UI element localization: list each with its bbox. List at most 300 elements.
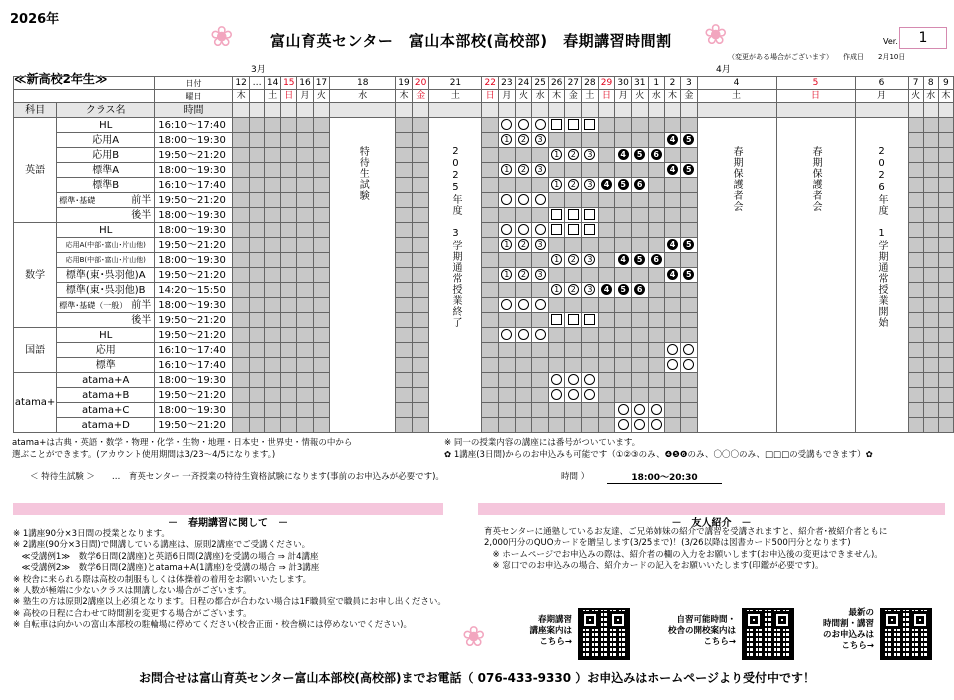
square-mark-icon (568, 119, 579, 130)
filled-number-mark: 6 (651, 149, 662, 160)
schedule-cell (482, 133, 499, 148)
header-cell (297, 103, 313, 118)
schedule-cell (232, 388, 249, 403)
date-cell: 19 (396, 77, 413, 90)
circle-mark-icon (584, 374, 595, 385)
schedule-cell (681, 403, 697, 418)
schedule-cell (582, 328, 599, 343)
date-cell: 30 (615, 77, 632, 90)
schedule-cell (250, 343, 265, 358)
dow-cell: 火 (908, 90, 923, 103)
schedule-cell (250, 298, 265, 313)
schedule-cell (265, 358, 281, 373)
schedule-cell (631, 178, 648, 193)
schedule-cell (250, 313, 265, 328)
schedule-cell (548, 343, 565, 358)
time-cell: 16:10～17:40 (155, 178, 233, 193)
schedule-cell (281, 163, 297, 178)
time-cell: 18:00～19:30 (155, 223, 233, 238)
schedule-cell (938, 283, 953, 298)
note-line: ※ 塾生の方は原則2講座以上必須となります。日程の都合が合わない場合は1F職員室で職員にお申し出ください。 (13, 597, 446, 608)
schedule-cell (664, 283, 680, 298)
schedule-cell (482, 328, 499, 343)
schedule-cell (598, 133, 615, 148)
schedule-cell (598, 283, 615, 298)
filled-number-mark: 5 (634, 254, 645, 265)
schedule-cell (938, 343, 953, 358)
schedule-cell (938, 193, 953, 208)
schedule-cell (664, 118, 680, 133)
circle-mark-icon (683, 359, 694, 370)
schedule-cell (482, 343, 499, 358)
schedule-cell (297, 388, 313, 403)
schedule-cell (482, 163, 499, 178)
header-cell (396, 103, 413, 118)
schedule-cell (515, 178, 532, 193)
schedule-cell (313, 193, 330, 208)
schedule-cell (281, 133, 297, 148)
schedule-cell (297, 178, 313, 193)
dow-cell: 火 (313, 90, 330, 103)
schedule-cell (598, 178, 615, 193)
schedule-cell (482, 418, 499, 433)
schedule-cell (297, 223, 313, 238)
schedule-cell (631, 283, 648, 298)
schedule-cell (232, 298, 249, 313)
numbered-circle-mark: 1 (501, 134, 512, 145)
schedule-cell (923, 388, 938, 403)
schedule-cell (681, 208, 697, 223)
schedule-cell (250, 358, 265, 373)
dow-cell: 土 (582, 90, 599, 103)
same-course-note: ※ 同一の授業内容の講座には番号がついています。 ✿ 1講座(3日間)からのお申込みも可能です（①②③のみ、❹❺❻のみ、〇〇〇のみ、□□□の受講もできます）✿ (444, 438, 873, 460)
qr-code-course-icon[interactable] (578, 608, 630, 660)
schedule-cell (908, 178, 923, 193)
schedule-cell (582, 193, 599, 208)
schedule-cell (499, 223, 516, 238)
note-line: ※ 窓口でのお申込みの場合、紹介カードの記入をお願いいたします(印鑑が必要です)。 (484, 561, 824, 572)
square-mark-icon (584, 209, 595, 220)
schedule-cell (938, 388, 953, 403)
schedule-cell (548, 358, 565, 373)
schedule-cell (313, 373, 330, 388)
schedule-cell (515, 358, 532, 373)
schedule-cell (499, 133, 516, 148)
schedule-cell (938, 268, 953, 283)
circle-mark-icon (667, 344, 678, 355)
schedule-cell (482, 253, 499, 268)
schedule-cell (532, 268, 549, 283)
date-cell: 23 (499, 77, 516, 90)
schedule-cell (664, 208, 680, 223)
schedule-cell (565, 328, 582, 343)
dow-cell: 月 (855, 90, 908, 103)
dow-cell: 日 (776, 90, 855, 103)
date-row-label: 日付 (155, 77, 233, 90)
schedule-cell (297, 193, 313, 208)
circle-mark-icon (518, 299, 529, 310)
schedule-cell (482, 118, 499, 133)
schedule-cell (908, 343, 923, 358)
numbered-circle-mark: 2 (518, 269, 529, 280)
circle-mark-icon (518, 329, 529, 340)
schedule-cell (532, 313, 549, 328)
schedule-cell (582, 403, 599, 418)
note-line: ※ 1講座90分×3日間の授業となります。 (13, 529, 170, 539)
header-cell (648, 103, 664, 118)
numbered-circle-mark: 1 (551, 254, 562, 265)
schedule-cell (265, 268, 281, 283)
schedule-cell (548, 328, 565, 343)
schedule-cell (908, 388, 923, 403)
schedule-cell (515, 328, 532, 343)
schedule-cell (598, 223, 615, 238)
schedule-cell (281, 388, 297, 403)
schedule-cell (515, 193, 532, 208)
schedule-cell (681, 418, 697, 433)
numbered-circle-mark: 2 (518, 134, 529, 145)
schedule-cell (313, 283, 330, 298)
schedule-cell (412, 343, 429, 358)
schedule-cell (631, 253, 648, 268)
subject-cell: 国語 (14, 328, 57, 373)
schedule-cell (582, 283, 599, 298)
schedule-cell (648, 208, 664, 223)
schedule-cell (482, 298, 499, 313)
schedule-cell (631, 208, 648, 223)
class-name-cell: 標準B (57, 178, 155, 193)
schedule-cell (598, 358, 615, 373)
schedule-cell (396, 208, 413, 223)
schedule-cell (250, 133, 265, 148)
schedule-cell (938, 148, 953, 163)
schedule-cell (938, 328, 953, 343)
subject-cell: atama+ (14, 373, 57, 433)
time-cell: 19:50～21:20 (155, 313, 233, 328)
header-cell (281, 103, 297, 118)
schedule-cell (499, 283, 516, 298)
schedule-cell (664, 223, 680, 238)
schedule-cell (598, 298, 615, 313)
schedule-cell (281, 223, 297, 238)
schedule-cell (532, 388, 549, 403)
column-time: 時間 (155, 103, 233, 118)
circle-mark-icon (667, 359, 678, 370)
schedule-cell (265, 163, 281, 178)
class-name-cell: 標準 (57, 358, 155, 373)
table-row (14, 118, 954, 133)
schedule-cell (265, 178, 281, 193)
note-line: ※ 人数が極端に少ないクラスは開講しない場合がございます。 (13, 586, 252, 597)
change-notice: （変更がある場合がございます） (728, 53, 833, 61)
schedule-cell (250, 193, 265, 208)
schedule-cell (615, 418, 632, 433)
schedule-cell (265, 193, 281, 208)
time-cell: 19:50～21:20 (155, 193, 233, 208)
dow-cell: 木 (664, 90, 680, 103)
schedule-cell (232, 283, 249, 298)
dow-cell: 木 (396, 90, 413, 103)
schedule-cell (908, 283, 923, 298)
schedule-cell (615, 283, 632, 298)
schedule-cell (615, 403, 632, 418)
schedule-cell (598, 253, 615, 268)
subject-cell: 英語 (14, 118, 57, 223)
schedule-cell (938, 403, 953, 418)
qr-code-apply-icon[interactable] (880, 608, 932, 660)
schedule-cell (681, 373, 697, 388)
schedule-cell (598, 313, 615, 328)
square-mark-icon (584, 119, 595, 130)
schedule-cell (232, 193, 249, 208)
schedule-cell (482, 148, 499, 163)
spring-course-heading: － 春期講習に関して － (168, 518, 288, 529)
schedule-cell (499, 163, 516, 178)
date-cell: 3 (681, 77, 697, 90)
square-mark-icon (584, 224, 595, 235)
schedule-cell (565, 298, 582, 313)
schedule-cell (548, 388, 565, 403)
schedule-cell (615, 118, 632, 133)
header-cell (582, 103, 599, 118)
filled-number-mark: 5 (618, 179, 629, 190)
schedule-cell (548, 118, 565, 133)
filled-number-mark: 4 (667, 269, 678, 280)
schedule-cell (582, 358, 599, 373)
cherry-blossom-icon: ❀ (462, 620, 486, 653)
schedule-cell (482, 358, 499, 373)
square-mark-icon (551, 119, 562, 130)
date-cell: 5 (776, 77, 855, 90)
class-name-cell: atama+A (57, 373, 155, 388)
schedule-cell (532, 418, 549, 433)
schedule-cell (412, 328, 429, 343)
schedule-cell (681, 223, 697, 238)
schedule-cell (565, 223, 582, 238)
schedule-cell (232, 163, 249, 178)
schedule-cell (313, 388, 330, 403)
schedule-cell (250, 403, 265, 418)
schedule-cell (908, 268, 923, 283)
circle-mark-icon (683, 344, 694, 355)
schedule-cell (565, 268, 582, 283)
schedule-cell (598, 208, 615, 223)
circle-mark-icon (535, 119, 546, 130)
dow-cell: 木 (548, 90, 565, 103)
schedule-cell (908, 328, 923, 343)
time-cell: 16:10～17:40 (155, 343, 233, 358)
schedule-cell (681, 268, 697, 283)
filled-number-mark: 5 (683, 164, 694, 175)
schedule-cell (265, 223, 281, 238)
schedule-cell (631, 133, 648, 148)
note-line: ≪受講例2≫ 数学6日間(2講座)とatama+A(1講座)を受講の場合 ⇒ 計3講座 (13, 563, 320, 574)
circle-mark-icon (518, 194, 529, 205)
schedule-cell (598, 268, 615, 283)
schedule-cell (297, 253, 313, 268)
schedule-cell (297, 163, 313, 178)
schedule-cell (938, 133, 953, 148)
schedule-cell (250, 118, 265, 133)
schedule-cell (297, 133, 313, 148)
schedule-cell (548, 268, 565, 283)
version-box: 1 (899, 27, 947, 49)
schedule-cell (548, 238, 565, 253)
schedule-cell (582, 298, 599, 313)
schedule-cell (923, 343, 938, 358)
schedule-cell (615, 343, 632, 358)
friend-referral-notes (484, 527, 954, 573)
circle-mark-icon (618, 419, 629, 430)
schedule-cell (250, 148, 265, 163)
special-exam-time: 18:00～20:30 (607, 470, 722, 484)
schedule-cell (908, 418, 923, 433)
schedule-cell (681, 358, 697, 373)
filled-number-mark: 4 (618, 254, 629, 265)
date-cell: 21 (429, 77, 482, 90)
header-cell (412, 103, 429, 118)
schedule-cell (615, 148, 632, 163)
header-cell (548, 103, 565, 118)
date-cell: 1 (648, 77, 664, 90)
schedule-cell (923, 178, 938, 193)
class-name-cell: 後半 (57, 313, 155, 328)
schedule-cell (265, 343, 281, 358)
schedule-cell (908, 313, 923, 328)
time-cell: 18:00～19:30 (155, 373, 233, 388)
schedule-cell (681, 298, 697, 313)
schedule-cell (313, 208, 330, 223)
circle-mark-icon (584, 389, 595, 400)
qr-code-schedule-icon[interactable] (742, 608, 794, 660)
column-class: クラス名 (57, 103, 155, 118)
schedule-cell (532, 403, 549, 418)
header-cell (482, 103, 499, 118)
schedule-cell (297, 418, 313, 433)
schedule-cell (598, 148, 615, 163)
schedule-cell (565, 283, 582, 298)
schedule-cell (648, 298, 664, 313)
schedule-cell (396, 268, 413, 283)
dow-cell: 水 (923, 90, 938, 103)
schedule-cell (631, 118, 648, 133)
schedule-cell (412, 283, 429, 298)
filled-number-mark: 5 (618, 284, 629, 295)
schedule-cell (923, 373, 938, 388)
schedule-cell (281, 118, 297, 133)
circle-mark-icon (535, 329, 546, 340)
header-cell (598, 103, 615, 118)
schedule-cell (565, 118, 582, 133)
schedule-cell (232, 238, 249, 253)
schedule-cell (313, 163, 330, 178)
circle-mark-icon (518, 224, 529, 235)
schedule-cell (615, 133, 632, 148)
numbered-circle-mark: 2 (568, 284, 579, 295)
schedule-cell (532, 223, 549, 238)
schedule-cell (265, 313, 281, 328)
schedule-cell (265, 133, 281, 148)
schedule-cell (908, 373, 923, 388)
schedule-cell (412, 133, 429, 148)
date-cell: 26 (548, 77, 565, 90)
schedule-cell (615, 238, 632, 253)
schedule-cell (565, 388, 582, 403)
schedule-cell (582, 238, 599, 253)
filled-number-mark: 4 (667, 134, 678, 145)
header-cell (908, 103, 923, 118)
schedule-cell (908, 208, 923, 223)
schedule-cell (482, 208, 499, 223)
filled-number-mark: 5 (683, 239, 694, 250)
schedule-cell (923, 403, 938, 418)
schedule-cell (938, 298, 953, 313)
dow-cell: 金 (565, 90, 582, 103)
date-cell: 24 (515, 77, 532, 90)
month-april: 4月 (716, 65, 731, 75)
schedule-cell (412, 163, 429, 178)
schedule-cell (265, 418, 281, 433)
date-cell: 29 (598, 77, 615, 90)
filled-number-mark: 6 (634, 284, 645, 295)
schedule-cell (532, 118, 549, 133)
schedule-cell (648, 283, 664, 298)
schedule-cell (923, 313, 938, 328)
time-cell: 18:00～19:30 (155, 298, 233, 313)
schedule-cell (232, 403, 249, 418)
header-cell (232, 103, 249, 118)
dow-cell: 火 (515, 90, 532, 103)
schedule-cell (598, 118, 615, 133)
schedule-cell (297, 268, 313, 283)
dow-cell: 木 (938, 90, 953, 103)
schedule-cell (631, 373, 648, 388)
dow-row-label: 曜日 (155, 90, 233, 103)
class-name-cell: atama+B (57, 388, 155, 403)
schedule-cell (499, 328, 516, 343)
header-cell (515, 103, 532, 118)
schedule-cell (250, 163, 265, 178)
schedule-cell (598, 403, 615, 418)
schedule-cell (515, 403, 532, 418)
schedule-cell (532, 283, 549, 298)
schedule-cell (548, 403, 565, 418)
circle-mark-icon (634, 404, 645, 415)
schedule-cell (664, 253, 680, 268)
header-cell (429, 103, 482, 118)
schedule-cell (664, 268, 680, 283)
schedule-cell (412, 373, 429, 388)
dow-cell: 水 (330, 90, 396, 103)
header-blank (14, 77, 155, 90)
cherry-blossom-icon: ❀ (704, 18, 728, 51)
dow-cell: 月 (499, 90, 516, 103)
schedule-cell (615, 163, 632, 178)
date-cell: 2 (664, 77, 680, 90)
schedule-cell (631, 328, 648, 343)
schedule-cell (908, 163, 923, 178)
schedule-cell (548, 373, 565, 388)
square-mark-icon (568, 209, 579, 220)
schedule-cell (582, 418, 599, 433)
numbered-circle-mark: 1 (501, 239, 512, 250)
schedule-cell (681, 163, 697, 178)
schedule-cell (499, 268, 516, 283)
schedule-cell (548, 163, 565, 178)
schedule-cell (499, 418, 516, 433)
schedule-cell (482, 403, 499, 418)
class-name-cell: atama+C (57, 403, 155, 418)
